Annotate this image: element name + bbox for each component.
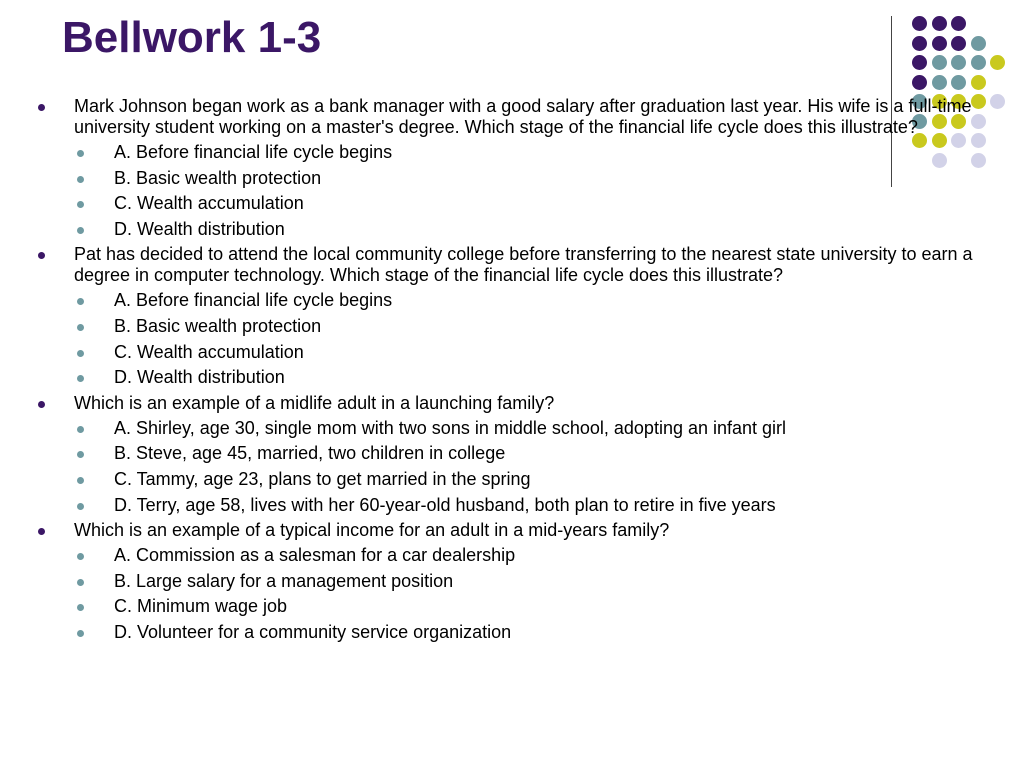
sub-bullet-icon <box>77 150 84 157</box>
option-text: A. Shirley, age 30, single mom with two sons in middle school, adopting an infant girl <box>114 417 787 438</box>
sub-bullet-icon <box>77 350 84 357</box>
bullet-icon <box>38 252 45 259</box>
decorative-dot <box>932 36 947 51</box>
option-list <box>74 418 1009 516</box>
question-text: Which is an example of a midlife adult in a launching family? <box>74 392 555 413</box>
sub-bullet-icon <box>77 227 84 234</box>
option-item <box>74 571 1009 592</box>
sub-bullet-icon <box>77 630 84 637</box>
decorative-dot <box>971 55 986 70</box>
sub-bullet-icon <box>77 451 84 458</box>
decorative-dot <box>990 55 1005 70</box>
sub-bullet-icon <box>77 324 84 331</box>
option-item <box>74 290 1009 311</box>
option-text: A. Before financial life cycle begins <box>114 142 393 162</box>
option-text: D. Terry, age 58, lives with her 60-year-old husband, both plan to retire in five years <box>114 494 776 515</box>
question-item <box>34 244 1009 388</box>
option-item <box>74 219 1009 240</box>
bullet-icon <box>38 528 45 535</box>
sub-bullet-icon <box>77 426 84 433</box>
option-text: C. Tammy, age 23, plans to get married in the spring <box>114 468 531 489</box>
option-item <box>74 367 1009 388</box>
option-item <box>74 596 1009 617</box>
decorative-dot <box>951 16 966 31</box>
option-text: D. Wealth distribution <box>114 218 285 239</box>
option-text: B. Large salary for a management position <box>114 570 454 591</box>
decorative-dot <box>971 75 986 90</box>
question-item <box>34 96 1009 240</box>
option-text: D. Volunteer for a community service organization <box>114 621 512 642</box>
option-text: B. Steve, age 45, married, two children in college <box>114 443 506 464</box>
option-item <box>74 443 1009 464</box>
option-text: C. Wealth accumulation <box>114 193 304 214</box>
decorative-dot <box>912 75 927 90</box>
option-item <box>74 316 1009 337</box>
decorative-dot <box>951 75 966 90</box>
decorative-dot <box>912 36 927 51</box>
question-text: Which is an example of a typical income for an adult in a mid-years family? <box>74 520 670 541</box>
option-item <box>74 418 1009 439</box>
option-list <box>74 545 1009 643</box>
option-item <box>74 622 1009 643</box>
sub-bullet-icon <box>77 375 84 382</box>
decorative-dot <box>912 55 927 70</box>
question-list <box>34 96 1009 648</box>
option-item <box>74 545 1009 566</box>
sub-bullet-icon <box>77 477 84 484</box>
option-text: B. Basic wealth protection <box>114 315 322 336</box>
option-text: C. Wealth accumulation <box>114 341 304 362</box>
decorative-dot <box>932 55 947 70</box>
slide-title: Bellwork 1-3 <box>62 13 322 62</box>
decorative-dot <box>932 16 947 31</box>
bullet-icon <box>38 401 45 408</box>
question-text: Mark Johnson began work as a bank manager with a good salary after graduation last year. His wife is a full-time university student working on a master's degree. Which stage of the financial life cycle does this illustrate? <box>74 96 972 137</box>
option-list <box>74 142 1009 240</box>
option-text: A. Commission as a salesman for a car dealership <box>114 545 516 566</box>
sub-bullet-icon <box>77 176 84 183</box>
sub-bullet-icon <box>77 201 84 208</box>
decorative-dot <box>971 36 986 51</box>
option-item <box>74 193 1009 214</box>
bullet-icon <box>38 104 45 111</box>
option-item <box>74 342 1009 363</box>
option-item <box>74 168 1009 189</box>
decorative-dot <box>932 75 947 90</box>
option-text: A. Before financial life cycle begins <box>114 290 393 311</box>
option-text: B. Basic wealth protection <box>114 167 322 188</box>
option-item <box>74 142 1009 163</box>
question-item <box>34 520 1009 643</box>
option-text: C. Minimum wage job <box>114 596 288 617</box>
sub-bullet-icon <box>77 503 84 510</box>
option-text: D. Wealth distribution <box>114 367 285 388</box>
sub-bullet-icon <box>77 553 84 560</box>
decorative-dot <box>951 36 966 51</box>
question-item <box>34 393 1009 516</box>
sub-bullet-icon <box>77 579 84 586</box>
decorative-dot <box>912 16 927 31</box>
sub-bullet-icon <box>77 604 84 611</box>
question-text: Pat has decided to attend the local community college before transferring to the nearest state university to earn a degree in computer technology. Which stage of the financial life cycle does this illustrate? <box>74 244 973 286</box>
sub-bullet-icon <box>77 298 84 305</box>
option-item <box>74 469 1009 490</box>
decorative-dot <box>951 55 966 70</box>
option-list <box>74 290 1009 388</box>
option-item <box>74 495 1009 516</box>
